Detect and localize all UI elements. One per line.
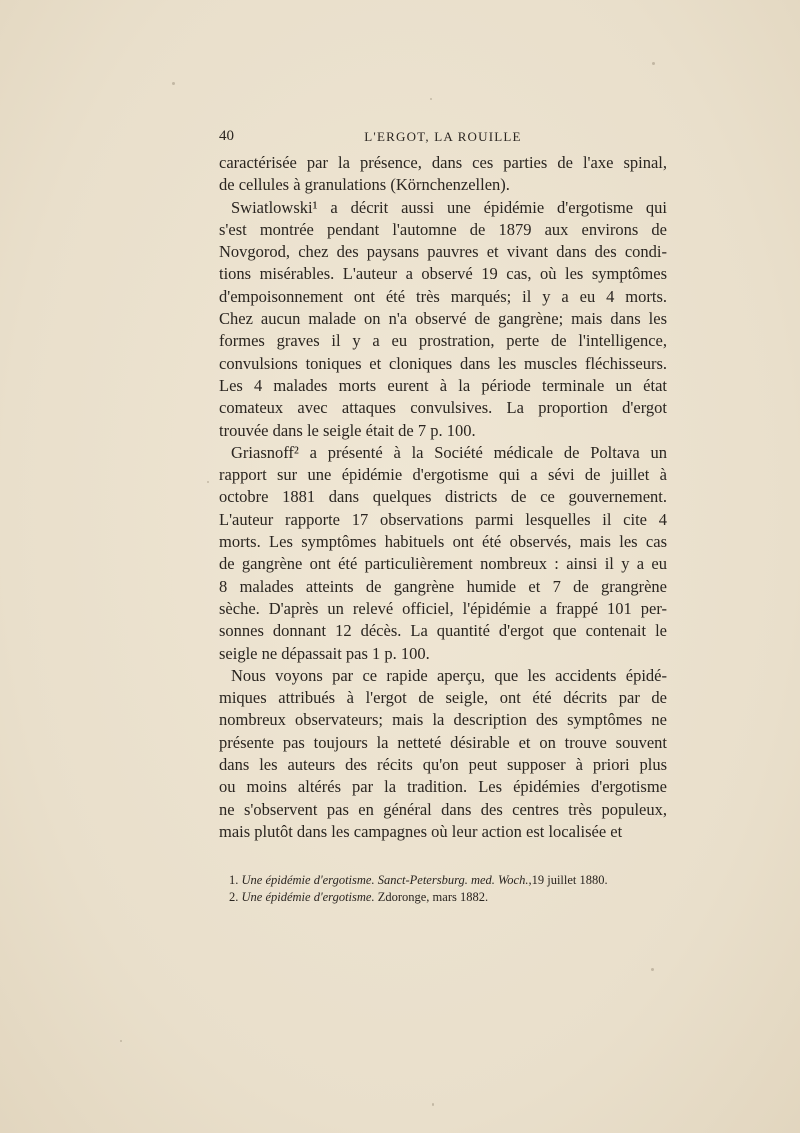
text-line: de cellules à granulations (Körnchenzellen). [219,175,510,195]
paper-speck [432,1103,434,1106]
paragraph [219,152,667,197]
paper-speck [430,98,432,100]
page-header [219,128,667,148]
paper-speck [172,82,175,85]
paragraph [219,665,667,843]
text-line: convulsions toniques et cloniques dans les muscles fléchisseurs. [219,353,667,373]
footnote-source: Zdoronge, mars 1882. [374,890,489,904]
text-line: seigle ne dépassait pas 1 p. 100. [219,643,430,663]
footnote-source: 19 juillet 1880. [531,873,608,887]
text-line: Griasnoff² a présenté à la Société médicale de Poltava un [231,442,667,462]
text-line: morts. Les symptômes habituels ont été observés, mais les cas [219,532,667,552]
footnote-title: Une épidémie d'ergotisme. [241,890,375,904]
footnote-number: 1. [229,873,242,887]
text-line: s'est montrée pendant l'automne de 1879 aux environs de [219,219,667,239]
text-line: Chez aucun malade on n'a observé de gangrène; mais dans les [219,309,667,329]
paper-speck [652,62,655,65]
text-line: d'empoisonnement ont été très marqués; il y a eu 4 morts. [219,286,667,306]
text-line: nombreux observateurs; mais la description des symptômes ne [219,710,667,730]
text-line: L'auteur rapporte 17 observations parmi lesquelles il cite 4 [219,509,667,529]
footnote [219,872,667,889]
paragraph [219,442,667,665]
text-line: Nous voyons par ce rapide aperçu, que les accidents épidé- [231,665,667,685]
text-line: mais plutôt dans les campagnes où leur action est localisée et [219,821,623,841]
paper-speck [651,968,654,971]
text-line: formes graves il y a eu prostration, perte de l'intelligence, [219,331,667,351]
text-line: caractérisée par la présence, dans ces parties de l'axe spinal, [219,153,667,172]
text-line: tions misérables. L'auteur a observé 19 cas, où les symptômes [219,264,667,284]
footnotes [219,872,667,906]
text-line: sonnes donnant 12 décès. La quantité d'ergot que contenait le [219,621,667,641]
text-line: sèche. D'après un relevé officiel, l'épidémie a frappé 101 per- [219,598,667,618]
running-title: L'ERGOT, LA ROUILLE [364,129,522,144]
text-line: rapport sur une épidémie d'ergotisme qui a sévi de juillet à [219,465,667,485]
footnote-number: 2. [229,890,242,904]
text-line: comateux avec attaques convulsives. La proportion d'ergot [219,398,667,418]
body-text [219,152,667,843]
text-line: de gangrène ont été particulièrement nombreux : ainsi il y a eu [219,554,667,574]
text-line: ne s'observent pas en général dans des centres très populeux, [219,799,667,819]
text-line: présente pas toujours la netteté désirable et on trouve souvent [219,732,667,752]
text-line: Novgorod, chez des paysans pauvres et vivant dans des condi- [219,242,667,262]
text-line: Swiatlowski¹ a décrit aussi une épidémie d'ergotisme qui [231,197,667,217]
paragraph [219,197,667,442]
text-line: miques attribués à l'ergot de seigle, ont été décrits par de [219,688,667,708]
paper-speck [120,1040,122,1042]
text-line: ou moins altérés par la tradition. Les épidémies d'ergotisme [219,777,667,797]
footnote [219,889,667,906]
footnote-title: Une épidémie d'ergotisme. Sanct-Petersburg. med. Woch., [241,873,532,887]
text-line: Les 4 malades morts eurent à la période terminale un état [219,375,667,395]
text-line: dans les auteurs des récits qu'on peut supposer à priori plus [219,755,667,775]
page-number: 40 [219,128,234,144]
text-line: trouvée dans le seigle était de 7 p. 100. [219,420,476,440]
text-line: octobre 1881 dans quelques districts de ce gouvernement. [219,487,667,507]
paper-speck [207,481,209,483]
text-line: 8 malades atteints de gangrène humide et 7 de grangrène [219,576,667,596]
